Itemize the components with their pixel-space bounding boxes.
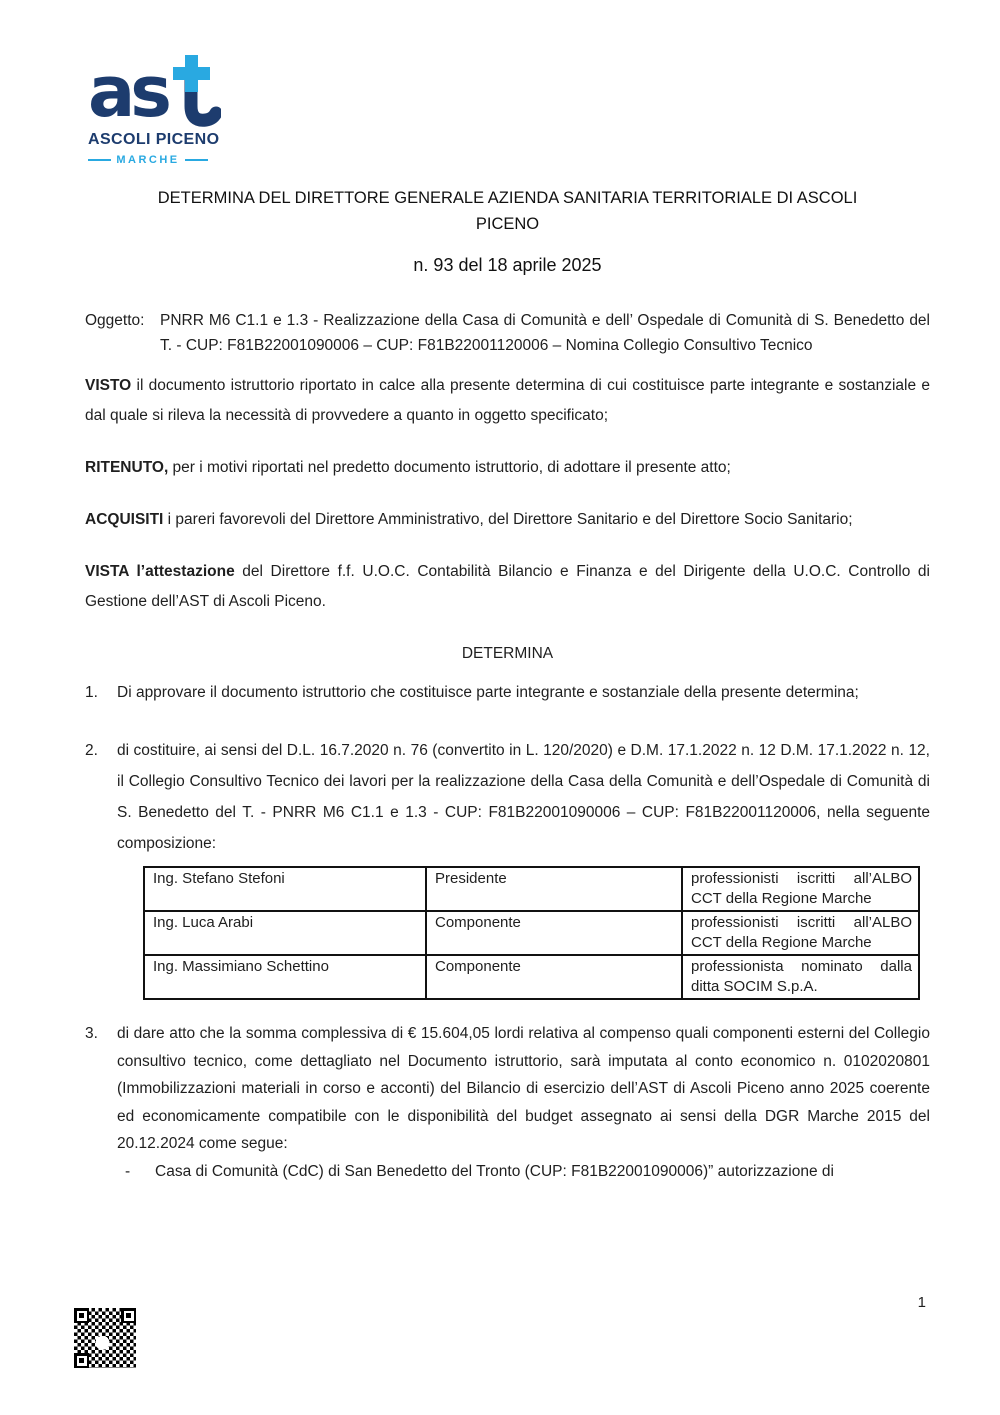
page-number: 1 bbox=[917, 1294, 926, 1311]
item-text: di dare atto che la somma complessiva di € 15.604,05 lordi relativa al compenso quali componenti esterni del Collegio consultivo tecnico, come dettagliato nel Documento istruttorio, sarà imputata al conto economico n. 0102020801 (Immobilizzazioni materiali in corso e acconti) del Bilancio di esercizio dell’AST di Ascoli Piceno anno 2025 coerente ed economicamente compatibile con le disponibilità del budget assegnato ai sensi della DGR Marche 2015 del 20.12.2024 come segue: bbox=[117, 1025, 930, 1152]
paragraph-lead: VISTA l’attestazione bbox=[85, 563, 235, 580]
wordmark-t-plus-icon bbox=[169, 54, 221, 130]
preamble-visto bbox=[85, 371, 930, 431]
cct-table bbox=[143, 866, 920, 1000]
cell-member-name: Ing. Massimiano Schettino bbox=[144, 955, 426, 999]
rule-left bbox=[88, 159, 111, 161]
paragraph-lead: RITENUTO, bbox=[85, 459, 169, 476]
sub-item-text: Casa di Comunità (CdC) di San Benedetto del Tronto (CUP: F81B22001090006)” autorizzazione di bbox=[155, 1162, 834, 1180]
document-title-line2: PICENO bbox=[475, 215, 540, 233]
rule-right bbox=[185, 159, 208, 161]
cell-role: Presidente bbox=[426, 867, 682, 911]
sub-item-dash: - bbox=[125, 1162, 131, 1180]
cell-note: professionista nominato dalla ditta SOCIM S.p.A. bbox=[682, 955, 919, 999]
item-number: 2. bbox=[85, 742, 98, 759]
cell-note: professionisti iscritti all’ALBO CCT della Regione Marche bbox=[682, 911, 919, 955]
document-title-line1: DETERMINA DEL DIRETTORE GENERALE AZIENDA SANITARIA TERRITORIALE DI ASCOLI bbox=[157, 189, 858, 207]
cell-role: Componente bbox=[426, 911, 682, 955]
table-row bbox=[144, 867, 919, 911]
cell-note: professionisti iscritti all’ALBO CCT della Regione Marche bbox=[682, 867, 919, 911]
paragraph-text: i pareri favorevoli del Direttore Amministrativo, del Direttore Sanitario e del Direttore Socio Sanitario; bbox=[163, 511, 853, 528]
table-row bbox=[144, 955, 919, 999]
qr-finder-icon bbox=[74, 1308, 89, 1323]
subject-label: Oggetto: bbox=[85, 312, 145, 329]
item-number: 1. bbox=[85, 684, 98, 701]
decision-heading: DETERMINA bbox=[461, 645, 554, 662]
wordmark-as: as bbox=[88, 51, 167, 133]
qr-finder-icon bbox=[121, 1308, 136, 1323]
cell-member-name: Ing. Stefano Stefoni bbox=[144, 867, 426, 911]
region-name: MARCHE bbox=[116, 154, 180, 166]
qr-finder-icon bbox=[74, 1353, 89, 1368]
ast-logo bbox=[88, 51, 220, 166]
org-name: ASCOLI PICENO bbox=[88, 131, 220, 148]
qr-code bbox=[74, 1308, 136, 1368]
cell-member-name: Ing. Luca Arabi bbox=[144, 911, 426, 955]
ast-wordmark bbox=[88, 51, 216, 133]
document-number: n. 93 del 18 aprile 2025 bbox=[413, 255, 602, 275]
preamble-ritenuto bbox=[85, 453, 930, 483]
paragraph-lead: VISTO bbox=[85, 377, 132, 394]
preamble-vista bbox=[85, 557, 930, 617]
decision-item-3 bbox=[85, 1020, 930, 1185]
region-row bbox=[88, 154, 208, 166]
cell-role: Componente bbox=[426, 955, 682, 999]
document-title bbox=[85, 185, 930, 237]
item-text: Di approvare il documento istruttorio che costituisce parte integrante e sostanziale della presente determina; bbox=[117, 684, 859, 701]
decision-item-2 bbox=[85, 735, 930, 859]
paragraph-lead: ACQUISITI bbox=[85, 511, 164, 528]
sub-item bbox=[117, 1158, 930, 1186]
item-number: 3. bbox=[85, 1025, 98, 1042]
subject-paragraph bbox=[85, 309, 930, 358]
paragraph-text: del Direttore f.f. U.O.C. Contabilità Bilancio e Finanza e del Dirigente della U.O.C. Controllo di Gestione dell’AST di Ascoli Piceno. bbox=[85, 563, 930, 610]
paragraph-text: per i motivi riportati nel predetto documento istruttorio, di adottare il presente atto; bbox=[168, 459, 731, 476]
paragraph-text: il documento istruttorio riportato in calce alla presente determina di cui costituisce parte integrante e sostanziale e dal quale si rileva la necessità di provvedere a quanto in oggetto specificato; bbox=[85, 377, 930, 424]
subject-text: PNRR M6 C1.1 e 1.3 - Realizzazione della Casa di Comunità e dell’ Ospedale di Comunità di S. Benedetto del T. - CUP: F81B22001090006 – CUP: F81B22001120006 – Nomina Collegio Consultivo Tecnico bbox=[160, 312, 930, 354]
decision-item-1 bbox=[85, 678, 930, 708]
item-text: di costituire, ai sensi del D.L. 16.7.2020 n. 76 (convertito in L. 120/2020) e D.M. 17.1.2022 n. 12 D.M. 17.1.2022 n. 12, il Collegio Consultivo Tecnico dei lavori per la realizzazione della Casa della Comunità e dell’Ospedale di Comunità di S. Benedetto del T. - PNRR M6 C1.1 e 1.3 - CUP: F81B22001090006 – CUP: F81B22001120006, nella seguente composizione: bbox=[117, 742, 930, 852]
preamble-acquisiti bbox=[85, 505, 930, 535]
table-row bbox=[144, 911, 919, 955]
